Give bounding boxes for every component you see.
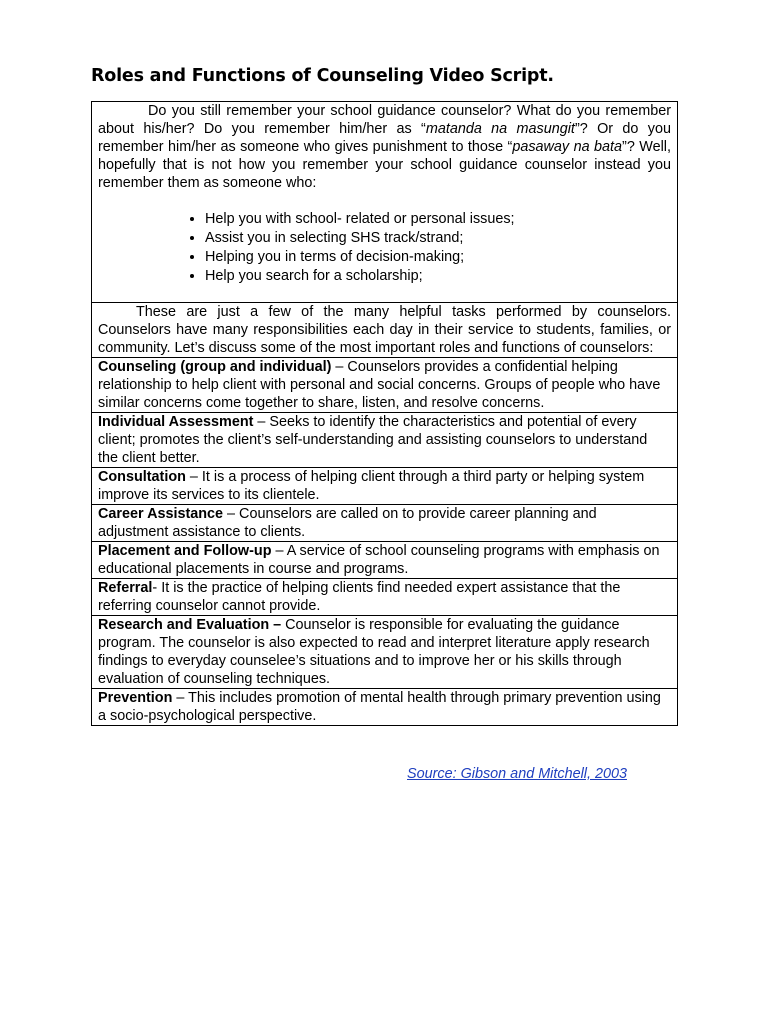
list-item: • Help you search for a scholarship; [205,267,671,286]
list-item: • Assist you in selecting SHS track/strand; [205,229,671,248]
role-term: Research and Evaluation – [98,617,282,633]
list-item: • Helping you in terms of decision-making; [205,248,671,267]
role-description: Counselor is responsible for evaluating the guidance program. The counselor is also expected to read and interpret literature apply research findings to everyday counselee’s situations and to improve her or his skills through evaluation of counseling techniques. [98,617,650,687]
table-row [92,542,678,579]
role-description: – A service of school counseling programs with emphasis on educational placements in course and programs. [98,543,660,577]
role-description: – This includes promotion of mental health through primary prevention using a socio-psychological perspective. [98,690,661,724]
table-row [92,616,678,689]
source-link[interactable]: Source: Gibson and Mitchell, 2003 [407,766,627,782]
intro-text-3: ”? Well, hopefully that is not how you remember your school guidance counselor instead you remember them as someone who: [98,139,671,191]
intro-term-1: matanda na masungit [425,121,575,137]
role-description: - It is the practice of helping clients find needed expert assistance that the referring counselor cannot provide. [98,580,621,614]
intro-cell [92,102,678,303]
role-term: Consultation [98,469,186,485]
middle-row [92,303,678,358]
table-row [92,579,678,616]
role-description: – Seeks to identify the characteristics and potential of every client; promotes the client’s self-understanding and assisting counselors to understand the client better. [98,414,648,466]
script-table [91,101,678,726]
table-row [92,468,678,505]
table-row [92,689,678,726]
role-term: Individual Assessment [98,414,254,430]
role-description: – It is a process of helping client through a third party or helping system improve its services to its clientele. [98,469,645,503]
role-description: – Counselors provides a confidential helping relationship to help client with personal and social concerns. Groups of people who have similar concerns come together to share, listen, and resolve concerns. [98,359,661,411]
bullet-list [98,210,671,286]
table-row [92,358,678,413]
role-term: Referral [98,580,153,596]
intro-text-1: Do you still remember your school guidance counselor? What do you remember about his/her? Do you remember him/her as “ [98,103,671,137]
role-description: – Counselors are called on to provide career planning and adjustment assistance to clients. [98,506,597,540]
role-term: Prevention [98,690,173,706]
role-term: Counseling (group and individual) [98,359,332,375]
middle-cell [92,303,678,358]
role-term: Placement and Follow-up [98,543,272,559]
middle-text: These are just a few of the many helpful tasks performed by counselors. Counselors have many responsibilities each day in their service to students, families, or community. Let’s discuss some of the most important roles and functions of counselors: [98,304,671,356]
table-row [92,505,678,542]
list-item: • Help you with school- related or personal issues; [205,210,671,229]
document-title: Roles and Functions of Counseling Video Script. [91,66,554,86]
intro-row [92,102,678,303]
intro-text-2: ”? Or do you remember him/her as someone who gives punishment to those “ [98,121,671,155]
table-row [92,413,678,468]
intro-term-2: pasaway na bata [512,139,623,155]
role-term: Career Assistance [98,506,224,522]
